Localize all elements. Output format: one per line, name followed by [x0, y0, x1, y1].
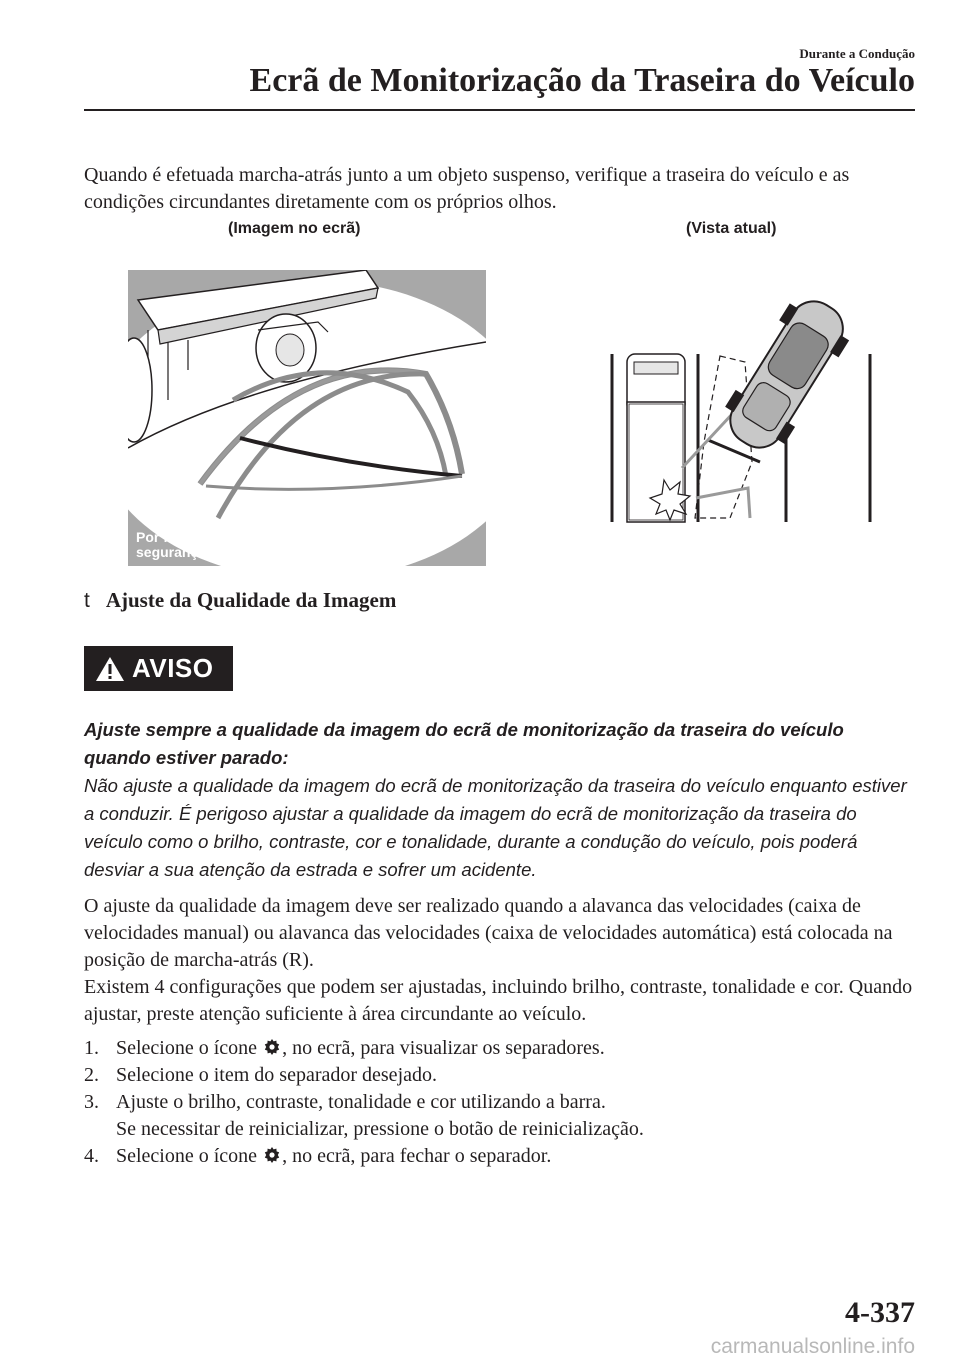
- warning-lead: Ajuste sempre a qualidade da imagem do ecrã de monitorização da traseira do veículo quando estiver parado:: [84, 719, 844, 768]
- subsection-bullet: t: [84, 589, 90, 612]
- actual-view-caption: (Vista atual): [686, 220, 777, 237]
- rear-camera-screen-illustration: [128, 270, 486, 566]
- actual-view-illustration: [600, 292, 876, 528]
- step-2: [84, 1062, 924, 1089]
- step-3: [84, 1089, 924, 1143]
- title-rule: [84, 109, 915, 111]
- gear-icon: [263, 1038, 281, 1056]
- section-label: Durante a Condução: [799, 46, 915, 61]
- warning-body: Não ajuste a qualidade da imagem do ecrã de monitorização da traseira do veículo enquanto estiver a conduzir. É perigoso ajustar a qualidade da imagem do ecrã de monitorização da traseira do veículo como o brilho, contraste, cor e tonalidade, durante a condução do veículo, pois poderá desviar a sua atenção da estrada e sofrer um acidente.: [84, 775, 907, 880]
- warning-badge: [84, 646, 233, 691]
- step-text: Ajuste o brilho, contraste, tonalidade e cor utilizando a barra. Se necessitar de reinicializar, pressione o botão de reinicialização.: [116, 1091, 644, 1140]
- step-number: 1.: [84, 1037, 99, 1059]
- body-text: [84, 893, 924, 1028]
- screen-safety-message: Por favor, verifique a zona em volta para sua segurança.: [136, 529, 433, 560]
- step-text: Selecione o item do separador desejado.: [116, 1064, 437, 1086]
- body-paragraph-2: Existem 4 configurações que podem ser ajustadas, incluindo brilho, contraste, tonalidade e cor. Quando ajustar, preste atenção suficiente à área circundante ao veículo.: [84, 976, 913, 1025]
- parking-overhead-graphic: [600, 292, 876, 528]
- warning-text-block: [84, 716, 914, 884]
- step-note: Se necessitar de reinicializar, pressione o botão de reinicialização.: [116, 1118, 644, 1140]
- step-1: [84, 1035, 924, 1062]
- step-number: 4.: [84, 1145, 99, 1167]
- step-number: 2.: [84, 1064, 99, 1086]
- step-text: Selecione o ícone , no ecrã, para fechar o separador.: [116, 1145, 552, 1167]
- body-paragraph-1: O ajuste da qualidade da imagem deve ser realizado quando a alavanca das velocidades (caixa de velocidades manual) ou alavanca das velocidades (caixa de velocidades automática) está colocada na posição de marcha-atrás (R).: [84, 895, 893, 971]
- warning-label: AVISO: [132, 653, 214, 683]
- subsection-title: Ajuste da Qualidade da Imagem: [105, 588, 397, 612]
- step-number: 3.: [84, 1091, 99, 1113]
- intro-paragraph: Quando é efetuada marcha-atrás junto a um objeto suspenso, verifique a traseira do veículo e as condições circundantes diretamente com os próprios olhos.: [84, 164, 850, 213]
- steps-list: [84, 1035, 924, 1170]
- page-number: 4-337: [845, 1296, 915, 1329]
- watermark: carmanualsonline.info: [710, 1335, 915, 1358]
- warning-triangle-icon: [94, 655, 126, 683]
- step-4: [84, 1143, 924, 1170]
- gear-icon: [263, 1146, 281, 1164]
- page-title: Ecrã de Monitorização da Traseira do Veículo: [249, 62, 915, 99]
- rear-camera-view-graphic: [128, 270, 486, 566]
- subsection-heading: [84, 588, 396, 613]
- step-text: Selecione o ícone , no ecrã, para visualizar os separadores.: [116, 1037, 605, 1059]
- screen-image-caption: (Imagem no ecrã): [228, 220, 361, 237]
